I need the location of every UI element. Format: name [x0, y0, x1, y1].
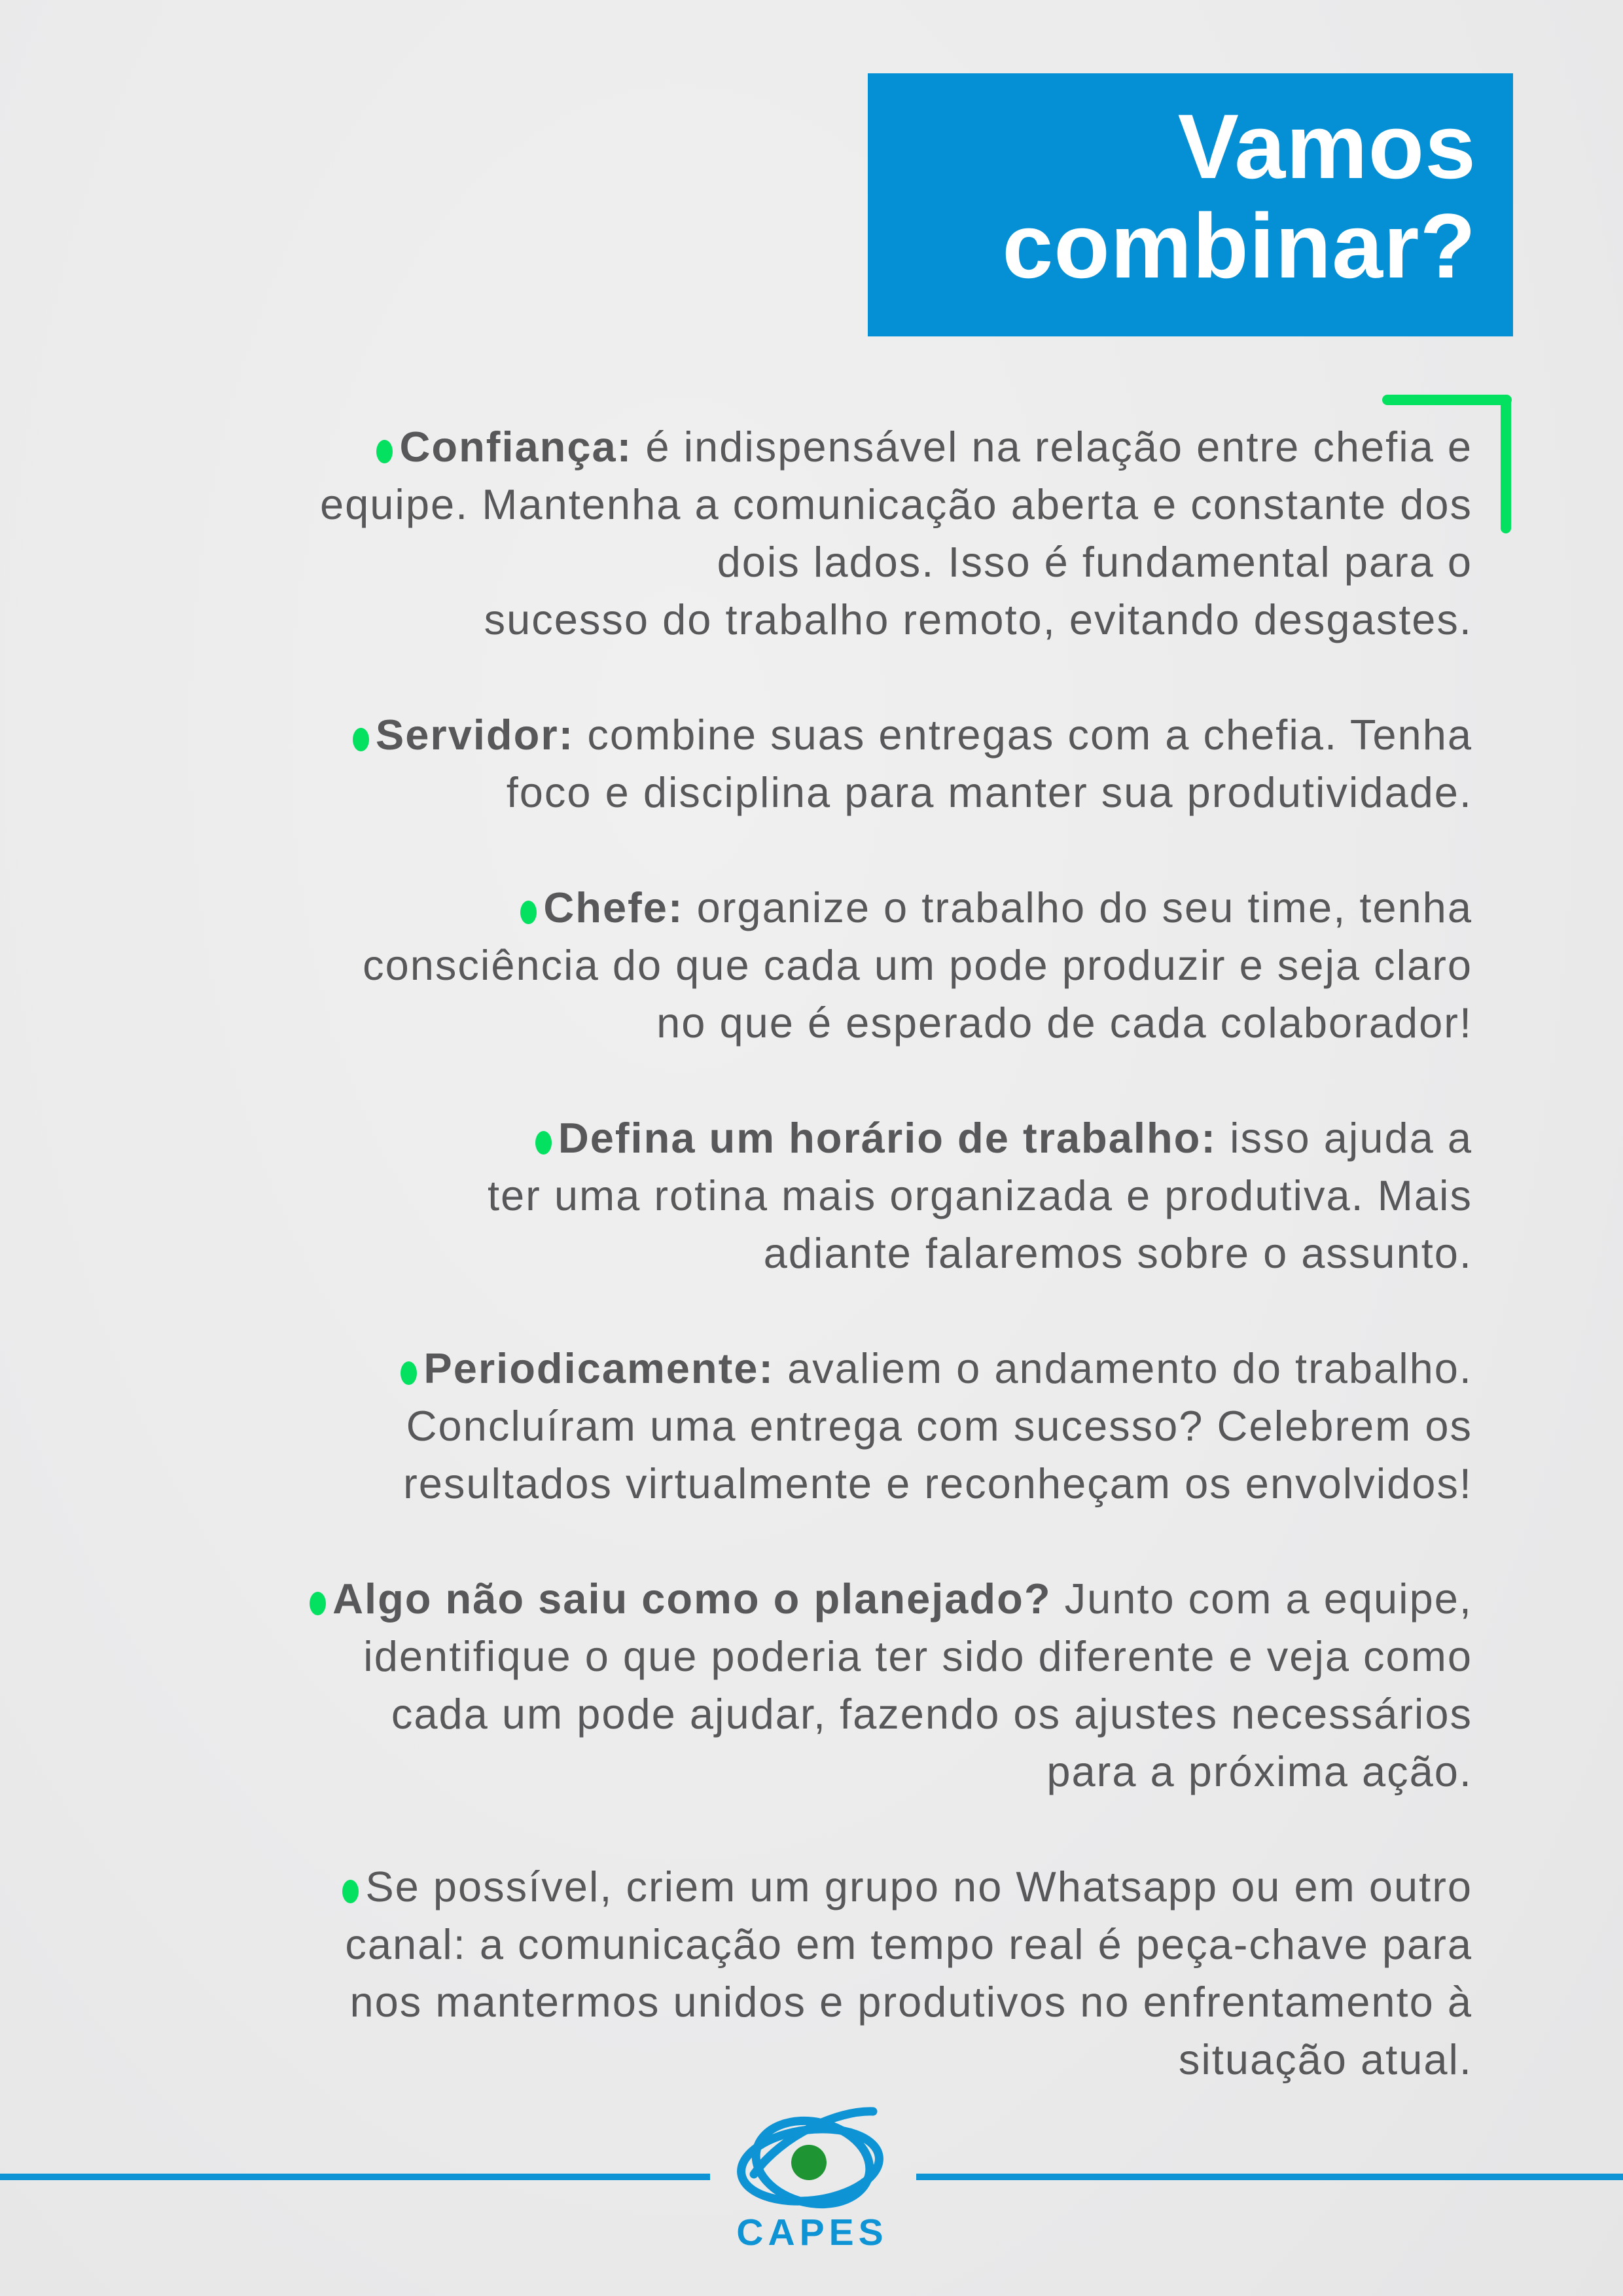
- paragraph-text: avaliem o andamento do trabalho.: [774, 1344, 1472, 1392]
- paragraph-text: combine suas entregas com a chefia. Tenha: [574, 711, 1472, 759]
- footer-rule-right: [916, 2174, 1623, 2180]
- capes-logo-icon: [720, 2094, 904, 2215]
- bullet-paragraph-chefe: [124, 879, 1472, 1052]
- bullet-paragraph-planejado: [124, 1570, 1472, 1801]
- bullet-paragraph-servidor: [124, 706, 1472, 821]
- paragraph-line: [124, 1340, 1472, 1397]
- paragraph-lead: Confiança:: [399, 423, 633, 471]
- page-title-line-1: Vamos: [1177, 95, 1476, 198]
- body-text: [124, 418, 1472, 2146]
- paragraph-line: adiante falaremos sobre o assunto.: [763, 1229, 1472, 1277]
- paragraph-lead: Chefe:: [543, 884, 684, 931]
- bullet-icon: [342, 1880, 359, 1903]
- bullet-icon: [353, 728, 369, 751]
- paragraph-line: canal: a comunicação em tempo real é peça-chave para: [345, 1920, 1472, 1968]
- paragraph-text: isso ajuda a: [1217, 1114, 1472, 1162]
- bullet-icon: [520, 901, 537, 924]
- page-title-line-2: combinar?: [1002, 194, 1476, 297]
- paragraph-text: Se possível, criem um grupo no Whatsapp ou em outro: [365, 1863, 1472, 1910]
- bullet-icon: [376, 440, 393, 463]
- paragraph-line: ter uma rotina mais organizada e produtiva. Mais: [487, 1172, 1472, 1219]
- bullet-icon: [310, 1592, 326, 1615]
- paragraph-line: resultados virtualmente e reconheçam os envolvidos!: [403, 1460, 1472, 1507]
- paragraph-line: Concluíram uma entrega com sucesso? Celebrem os: [406, 1402, 1472, 1450]
- paragraph-line: cada um pode ajudar, fazendo os ajustes necessários: [391, 1690, 1472, 1738]
- paragraph-line: [124, 1858, 1472, 1916]
- paragraph-text: Junto com a equipe,: [1051, 1575, 1472, 1623]
- bullet-paragraph-confianca: [124, 418, 1472, 649]
- paragraph-line: [124, 418, 1472, 476]
- paragraph-line: situação atual.: [1178, 2036, 1472, 2083]
- title-banner: [868, 73, 1513, 336]
- paragraph-line: sucesso do trabalho remoto, evitando desgastes.: [484, 596, 1472, 643]
- paragraph-line: [124, 879, 1472, 937]
- bullet-icon: [401, 1361, 417, 1385]
- paragraph-line: [124, 1109, 1472, 1167]
- paragraph-line: dois lados. Isso é fundamental para o: [717, 538, 1472, 586]
- bullet-paragraph-horario: [124, 1109, 1472, 1282]
- corner-bracket-horizontal: [1382, 395, 1512, 405]
- paragraph-line: identifique o que poderia ter sido diferente e veja como: [363, 1632, 1472, 1680]
- paragraph-line: para a próxima ação.: [1046, 1748, 1472, 1795]
- paragraph-lead: Servidor:: [375, 711, 575, 759]
- bullet-paragraph-periodicamente: [124, 1340, 1472, 1513]
- paragraph-line: nos mantermos unidos e produtivos no enfrentamento à: [349, 1978, 1472, 2026]
- paragraph-line: consciência do que cada um pode produzir e seja claro: [363, 941, 1472, 989]
- paragraph-line: no que é esperado de cada colaborador!: [656, 999, 1472, 1047]
- capes-logo-text: CAPES: [736, 2212, 888, 2253]
- paragraph-line: [124, 706, 1472, 764]
- paragraph-text: é indispensável na relação entre chefia e: [632, 423, 1472, 471]
- paragraph-line: equipe. Mantenha a comunicação aberta e constante dos: [319, 480, 1472, 528]
- paragraph-line: [124, 1570, 1472, 1628]
- bullet-paragraph-whatsapp: [124, 1858, 1472, 2089]
- paragraph-text: organize o trabalho do seu time, tenha: [683, 884, 1472, 931]
- paragraph-lead: Defina um horário de trabalho:: [558, 1114, 1217, 1162]
- corner-bracket-vertical: [1501, 395, 1511, 533]
- logo-dot: [791, 2145, 827, 2180]
- paragraph-line: foco e disciplina para manter sua produtividade.: [506, 768, 1472, 816]
- footer-rule-left: [0, 2174, 710, 2180]
- bullet-icon: [535, 1131, 552, 1155]
- paragraph-lead: Algo não saiu como o planejado?: [332, 1575, 1052, 1623]
- paragraph-lead: Periodicamente:: [423, 1344, 775, 1392]
